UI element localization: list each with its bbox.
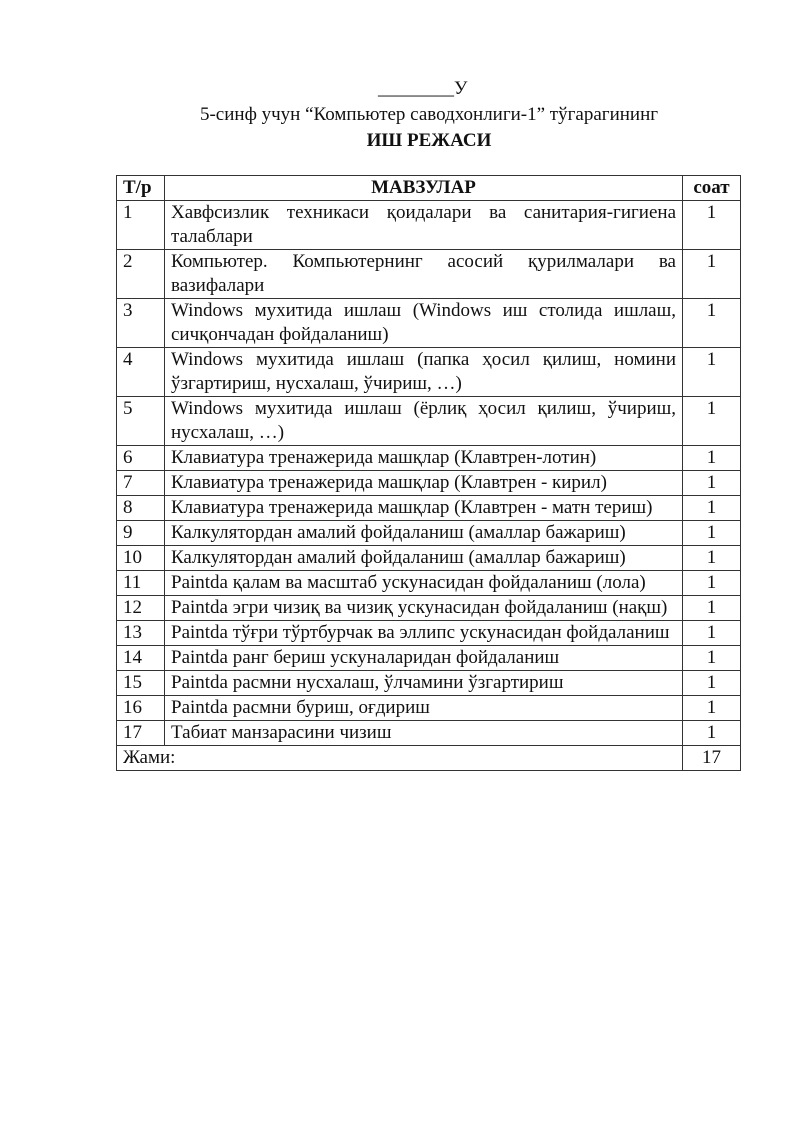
work-plan-table [116, 175, 741, 771]
row-hours: 1 [683, 471, 741, 496]
row-topic: Paintda қалам ва масштаб ускунасидан фойдаланиш (лола) [165, 571, 683, 596]
row-number: 6 [117, 446, 165, 471]
row-number: 17 [117, 721, 165, 746]
row-topic: Windows мухитида ишлаш (папка ҳосил қилиш, номини ўзгартириш, нусхалаш, ўчириш, …) [165, 348, 683, 397]
column-header-hours: соат [683, 176, 741, 201]
column-header-number: Т/р [117, 176, 165, 201]
row-hours: 1 [683, 250, 741, 299]
row-number: 3 [117, 299, 165, 348]
table-row [117, 397, 741, 446]
row-topic: Калкулятордан амалий фойдаланиш (амаллар бажариш) [165, 521, 683, 546]
row-topic: Хавфсизлик техникаси қоидалари ва санитария-гигиена талаблари [165, 201, 683, 250]
row-hours: 1 [683, 621, 741, 646]
table-row [117, 471, 741, 496]
table-row [117, 348, 741, 397]
row-hours: 1 [683, 546, 741, 571]
table-row [117, 446, 741, 471]
row-number: 14 [117, 646, 165, 671]
row-hours: 1 [683, 596, 741, 621]
table-row [117, 546, 741, 571]
row-number: 4 [117, 348, 165, 397]
row-number: 7 [117, 471, 165, 496]
row-topic: Windows мухитида ишлаш (ёрлиқ ҳосил қилиш, ўчириш, нусхалаш, …) [165, 397, 683, 446]
row-number: 2 [117, 250, 165, 299]
row-number: 13 [117, 621, 165, 646]
row-hours: 1 [683, 446, 741, 471]
table-row [117, 299, 741, 348]
table-row [117, 521, 741, 546]
row-number: 16 [117, 696, 165, 721]
row-hours: 1 [683, 571, 741, 596]
row-number: 1 [117, 201, 165, 250]
row-hours: 1 [683, 299, 741, 348]
row-hours: 1 [683, 496, 741, 521]
table-row [117, 496, 741, 521]
table-row [117, 596, 741, 621]
row-topic: Компьютер. Компьютернинг асосий қурилмалари ва вазифалари [165, 250, 683, 299]
row-number: 9 [117, 521, 165, 546]
table-row [117, 646, 741, 671]
row-topic: Paintda расмни нусхалаш, ўлчамини ўзгартириш [165, 671, 683, 696]
row-hours: 1 [683, 696, 741, 721]
row-number: 10 [117, 546, 165, 571]
row-hours: 1 [683, 671, 741, 696]
row-topic: Клавиатура тренажерида машқлар (Клавтрен - кирил) [165, 471, 683, 496]
row-hours: 1 [683, 521, 741, 546]
row-number: 12 [117, 596, 165, 621]
table-header-row [117, 176, 741, 201]
table-row [117, 621, 741, 646]
approval-line: ________У [378, 78, 468, 99]
row-topic: Paintda эгри чизиқ ва чизиқ ускунасидан фойдаланиш (нақш) [165, 596, 683, 621]
row-hours: 1 [683, 646, 741, 671]
row-topic: Windows мухитида ишлаш (Windows иш столида ишлаш, сичқончадан фойдаланиш) [165, 299, 683, 348]
row-topic: Клавиатура тренажерида машқлар (Клавтрен - матн териш) [165, 496, 683, 521]
table-row [117, 721, 741, 746]
row-topic: Paintda ранг бериш ускуналаридан фойдаланиш [165, 646, 683, 671]
total-label: Жами: [117, 746, 683, 771]
row-hours: 1 [683, 721, 741, 746]
row-topic: Paintda тўғри тўртбурчак ва эллипс ускунасидан фойдаланиш [165, 621, 683, 646]
row-hours: 1 [683, 201, 741, 250]
row-hours: 1 [683, 348, 741, 397]
table-row [117, 250, 741, 299]
table-row [117, 671, 741, 696]
row-number: 15 [117, 671, 165, 696]
row-number: 8 [117, 496, 165, 521]
row-topic: Калкулятордан амалий фойдаланиш (амаллар бажариш) [165, 546, 683, 571]
row-number: 5 [117, 397, 165, 446]
table-row [117, 571, 741, 596]
table-row [117, 201, 741, 250]
table-row [117, 696, 741, 721]
document-title: ИШ РЕЖАСИ [366, 130, 492, 151]
row-topic: Paintda расмни буриш, оғдириш [165, 696, 683, 721]
row-hours: 1 [683, 397, 741, 446]
row-topic: Табиат манзарасини чизиш [165, 721, 683, 746]
total-row [117, 746, 741, 771]
column-header-topics: МАВЗУЛАР [165, 176, 683, 201]
total-hours: 17 [683, 746, 741, 771]
document-subtitle: 5-синф учун “Компьютер саводхонлиги-1” тўгарагининг [199, 104, 659, 125]
row-number: 11 [117, 571, 165, 596]
row-topic: Клавиатура тренажерида машқлар (Клавтрен-лотин) [165, 446, 683, 471]
